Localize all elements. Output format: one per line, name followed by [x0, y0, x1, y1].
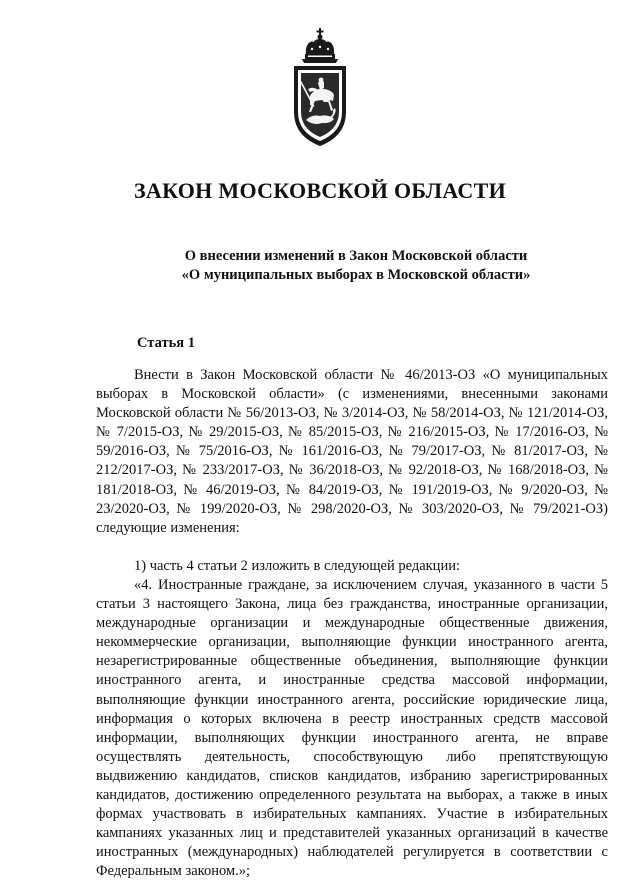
law-title: ЗАКОН МОСКОВСКОЙ ОБЛАСТИ	[133, 178, 507, 203]
paragraph-new-wording: «4. Иностранные граждане, за исключением случая, указанного в части 5 статьи 3 настоящего Закона, лица без гражданства, иностранные организации, международные организации и международные общественные движения, некоммерческие организации, выполняющие функции иностранного агента, незарегистрированные общественные объединения, выполняющие функции иностранного агента, и иностранные средства массовой информации, выполняющие функции иностранного агента, российские юридические лица, информация о которых включена в реестр иностранных средств массовой информации, выполняющих функции иностранного агента, не вправе осуществлять деятельность, способствующую либо препятствующую выдвижению кандидатов, списков кандидатов, избранию зарегистрированных кандидатов, достижению определенного результата на выборах, а также в иных формах участвовать в избирательных кампаниях. Участие в избирательных кампаниях указанных лиц и представителей указанных организаций в качестве иностранных (международных) наблюдателей регулируется в соответствии с Федеральным законом.»;	[96, 576, 608, 880]
subtitle-line-1: О внесении изменений в Закон Московской области	[184, 248, 528, 264]
article-body	[96, 366, 608, 881]
article-heading: Статья 1	[137, 335, 195, 351]
paragraph-item-1: 1) часть 4 статьи 2 изложить в следующей редакции:	[134, 557, 460, 574]
moscow-oblast-coat-of-arms-icon	[288, 28, 352, 150]
paragraph-amendment-intro: Внести в Закон Московской области № 46/2013-ОЗ «О муниципальных выборах в Московской области» (с изменениями, внесенными законами Московской области № 56/2013-ОЗ, № 3/2014-ОЗ, № 58/2014-ОЗ, № 121/2014-ОЗ, № 7/2015-ОЗ, № 29/2015-ОЗ, № 85/2015-ОЗ, № 216/2015-ОЗ, № 17/2016-ОЗ, № 59/2016-ОЗ, № 75/2016-ОЗ, № 161/2016-ОЗ, № 79/2017-ОЗ, № 81/2017-ОЗ, № 212/2017-ОЗ, № 233/2017-ОЗ, № 36/2018-ОЗ, № 92/2018-ОЗ, № 168/2018-ОЗ, № 181/2018-ОЗ, № 46/2019-ОЗ, № 84/2019-ОЗ, № 191/2019-ОЗ, № 9/2020-ОЗ, № 23/2020-ОЗ, № 199/2020-ОЗ, № 298/2020-ОЗ, № 303/2020-ОЗ, № 79/2021-ОЗ) следующие изменения:	[96, 367, 608, 536]
law-subtitle	[0, 247, 640, 285]
subtitle-line-2: «О муниципальных выборах в Московской области»	[181, 267, 531, 283]
